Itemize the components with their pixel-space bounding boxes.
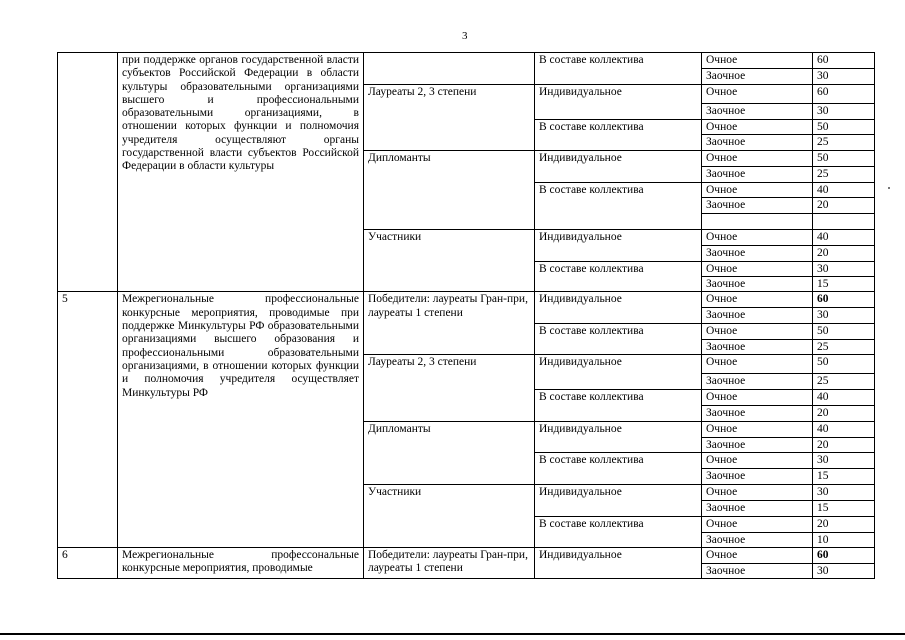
- form-cell: Заочное: [702, 166, 813, 182]
- form-cell: Заочное: [702, 501, 813, 516]
- row-number: [58, 53, 118, 292]
- status-cell: Дипломанты: [364, 151, 535, 230]
- status-cell: Участники: [364, 229, 535, 292]
- form-cell: Заочное: [702, 308, 813, 323]
- status-cell: [364, 53, 535, 85]
- status-cell: Победители: лауреаты Гран-при, лауреаты 1 степени: [364, 547, 535, 578]
- participation-type: В составе коллектива: [535, 516, 702, 547]
- form-cell: Очное: [702, 485, 813, 501]
- form-cell: Заочное: [702, 532, 813, 547]
- scan-speck: [888, 187, 890, 189]
- points-cell: 10: [813, 532, 875, 547]
- status-cell: Победители: лауреаты Гран-при, лауреаты 1 степени: [364, 292, 535, 355]
- points-cell: 30: [813, 104, 875, 120]
- points-cell: 40: [813, 390, 875, 406]
- form-cell: Очное: [702, 261, 813, 276]
- points-cell: 30: [813, 261, 875, 276]
- form-cell: Заочное: [702, 104, 813, 120]
- participation-type: Индивидуальное: [535, 355, 702, 390]
- points-cell: 60: [813, 85, 875, 104]
- points-cell: 50: [813, 355, 875, 374]
- points-cell: 40: [813, 422, 875, 438]
- form-cell: Очное: [702, 85, 813, 104]
- form-cell: Очное: [702, 547, 813, 563]
- form-cell: Очное: [702, 182, 813, 197]
- points-cell: 30: [813, 563, 875, 578]
- points-cell: 50: [813, 323, 875, 339]
- form-cell: Заочное: [702, 339, 813, 354]
- form-cell: Заочное: [702, 406, 813, 422]
- points-cell: 50: [813, 120, 875, 135]
- points-cell: 20: [813, 406, 875, 422]
- points-cell-empty: [813, 213, 875, 229]
- status-cell: Участники: [364, 485, 535, 548]
- event-description: Межрегиональные профессиональные конкурсные мероприятия, проводимые при поддержке Минкультуры РФ образовательными организациями высшего образования и профессиональными образовательными организациями, в отношении которых функции и полномочия учредителя осуществляет Минкультуры РФ: [118, 292, 364, 547]
- points-cell: 25: [813, 166, 875, 182]
- status-cell: Дипломанты: [364, 422, 535, 485]
- form-cell: Очное: [702, 229, 813, 245]
- participation-type: В составе коллектива: [535, 323, 702, 354]
- points-cell: 60: [813, 53, 875, 69]
- form-cell-empty: [702, 213, 813, 229]
- participation-type: В составе коллектива: [535, 120, 702, 151]
- status-cell: Лауреаты 2, 3 степени: [364, 355, 535, 422]
- form-cell: Заочное: [702, 469, 813, 485]
- form-cell: Заочное: [702, 438, 813, 453]
- points-cell: 15: [813, 469, 875, 485]
- participation-type: Индивидуальное: [535, 422, 702, 453]
- points-cell: 20: [813, 438, 875, 453]
- points-cell: [813, 292, 875, 308]
- points-cell: 15: [813, 501, 875, 516]
- form-cell: Заочное: [702, 374, 813, 390]
- points-value: 60: [817, 293, 829, 306]
- form-cell: Очное: [702, 53, 813, 69]
- criteria-table: [57, 52, 875, 579]
- participation-type: В составе коллектива: [535, 182, 702, 229]
- row-number: 5: [58, 292, 118, 547]
- form-cell: Заочное: [702, 135, 813, 151]
- participation-type: Индивидуальное: [535, 485, 702, 516]
- points-cell: 30: [813, 453, 875, 469]
- points-cell: 40: [813, 229, 875, 245]
- form-cell: Очное: [702, 120, 813, 135]
- participation-type: Индивидуальное: [535, 151, 702, 182]
- points-cell: 40: [813, 182, 875, 197]
- form-cell: Заочное: [702, 245, 813, 261]
- points-cell: 25: [813, 135, 875, 151]
- form-cell: Заочное: [702, 563, 813, 578]
- form-cell: Очное: [702, 151, 813, 166]
- points-cell: 15: [813, 277, 875, 292]
- form-cell: Очное: [702, 453, 813, 469]
- points-value: 60: [817, 548, 829, 561]
- form-cell: Заочное: [702, 69, 813, 85]
- participation-type: Индивидуальное: [535, 292, 702, 323]
- participation-type: В составе коллектива: [535, 453, 702, 485]
- form-cell: Очное: [702, 422, 813, 438]
- page-bottom-edge: [0, 633, 905, 635]
- form-cell: Очное: [702, 390, 813, 406]
- event-description: Межрегиональные профессональные конкурсные мероприятия, проводимые: [118, 547, 364, 578]
- participation-type: Индивидуальное: [535, 547, 702, 578]
- points-cell: 30: [813, 69, 875, 85]
- form-cell: Очное: [702, 516, 813, 532]
- points-cell: 25: [813, 374, 875, 390]
- points-cell: 20: [813, 516, 875, 532]
- points-cell: [813, 547, 875, 563]
- event-description: при поддержке органов государственной власти субъектов Российской Федерации в области культуры образовательными организациями высшего и профессиональными образовательными организациями, в отношении которых функции и полномочия учредителя осуществляют органы государственной власти субъектов Российской Федерации в области культуры: [118, 53, 364, 292]
- row-number: 6: [58, 547, 118, 578]
- points-cell: 30: [813, 485, 875, 501]
- participation-type: В составе коллектива: [535, 261, 702, 292]
- form-cell: Заочное: [702, 197, 813, 213]
- points-cell: 30: [813, 308, 875, 323]
- form-cell: Очное: [702, 292, 813, 308]
- points-cell: 50: [813, 151, 875, 166]
- participation-type: Индивидуальное: [535, 229, 702, 261]
- participation-type: В составе коллектива: [535, 390, 702, 422]
- points-cell: 20: [813, 245, 875, 261]
- page-number: 3: [462, 30, 468, 42]
- participation-type: В составе коллектива: [535, 53, 702, 85]
- form-cell: Очное: [702, 323, 813, 339]
- status-cell: Лауреаты 2, 3 степени: [364, 85, 535, 151]
- form-cell: Заочное: [702, 277, 813, 292]
- points-cell: 20: [813, 197, 875, 213]
- participation-type: Индивидуальное: [535, 85, 702, 120]
- points-cell: 25: [813, 339, 875, 354]
- form-cell: Очное: [702, 355, 813, 374]
